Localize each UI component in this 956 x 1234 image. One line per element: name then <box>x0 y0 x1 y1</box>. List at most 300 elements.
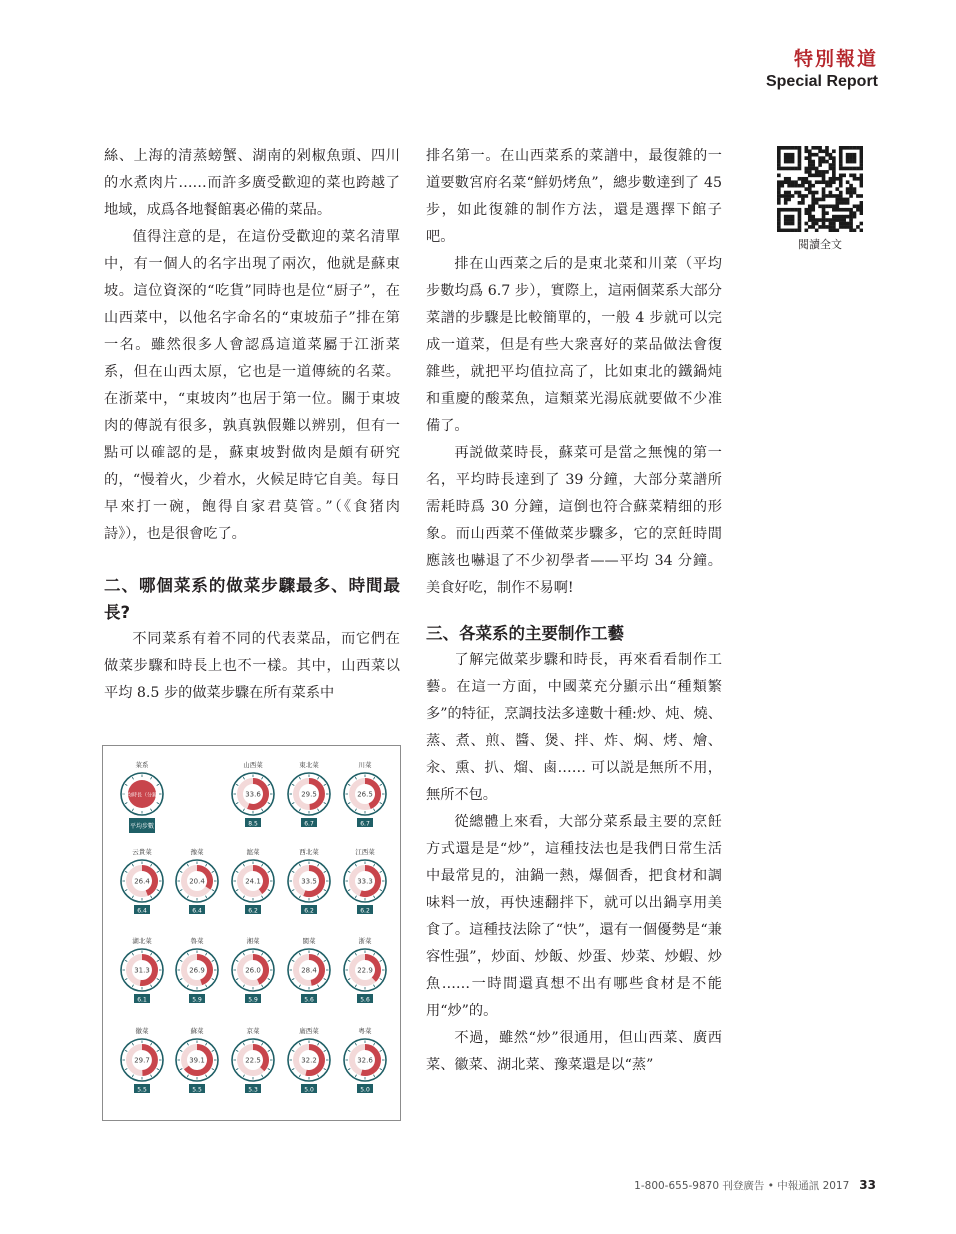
qr-module <box>801 194 805 198</box>
qr-module <box>784 218 788 222</box>
qr-module <box>777 184 781 188</box>
qr-module <box>853 156 857 160</box>
qr-module <box>839 163 843 167</box>
qr-module <box>791 180 795 184</box>
qr-module <box>822 180 826 184</box>
qr-module <box>780 146 784 150</box>
qr-module <box>777 153 781 157</box>
dial-label: 川菜 <box>358 761 372 769</box>
qr-module <box>860 194 863 198</box>
qr-module <box>808 208 812 212</box>
qr-module <box>784 180 788 184</box>
qr-module <box>849 167 853 171</box>
dial-steps-label: 5.5 <box>137 1086 147 1094</box>
qr-module <box>860 153 863 157</box>
dial-豫菜 <box>176 847 218 915</box>
qr-module <box>832 208 836 212</box>
qr-module <box>846 146 850 150</box>
qr-module <box>784 222 788 226</box>
dial-label: 豫菜 <box>190 848 204 856</box>
qr-module <box>839 149 843 153</box>
qr-module <box>839 153 843 157</box>
qr-module <box>794 146 798 150</box>
dial-山西菜 <box>232 760 274 828</box>
qr-module <box>791 160 795 164</box>
qr-module <box>846 180 850 184</box>
qr-module <box>805 177 809 181</box>
dial-steps-label: 6.7 <box>360 820 370 828</box>
qr-module <box>835 201 839 205</box>
dial-time-label: 26.9 <box>189 966 205 975</box>
qr-module <box>832 194 836 198</box>
qr-module <box>832 167 836 171</box>
qr-module <box>839 215 843 219</box>
qr-module <box>811 163 815 167</box>
dial-time-label: 22.5 <box>245 1056 261 1065</box>
qr-module <box>784 153 788 157</box>
qr-module <box>787 218 791 222</box>
qr-module <box>853 229 857 232</box>
qr-module <box>805 211 809 215</box>
qr-module <box>846 167 850 171</box>
section-heading-3: 三、各菜系的主要制作工藝 <box>426 624 624 643</box>
dial-time-label: 32.6 <box>357 1056 373 1065</box>
qr-module <box>815 198 819 202</box>
qr-module <box>822 225 826 229</box>
dial-steps-label: 6.4 <box>137 907 147 915</box>
qr-module <box>832 180 836 184</box>
qr-module <box>784 191 788 195</box>
qr-module <box>777 194 781 198</box>
qr-code-icon <box>777 146 863 232</box>
qr-module <box>853 167 857 171</box>
qr-module <box>808 156 812 160</box>
qr-module <box>818 146 822 150</box>
qr-module <box>794 180 798 184</box>
qr-module <box>798 153 802 157</box>
qr-module <box>822 194 826 198</box>
qr-module <box>842 208 846 212</box>
dial-浙菜 <box>344 936 386 1004</box>
qr-module <box>808 218 812 222</box>
qr-module <box>849 187 853 191</box>
qr-module <box>849 208 853 212</box>
right-paragraph-1: 排名第一。在山西菜系的菜譜中，最復雜的一道要數宮府名菜“鮮奶烤魚”，總步數達到了 45 步，如此復雜的制作方法，還是選擇下館子吧。 <box>426 148 722 245</box>
dial-label: 京菜 <box>246 1027 260 1035</box>
qr-module <box>822 170 826 174</box>
qr-module <box>842 146 846 150</box>
qr-module <box>815 174 819 178</box>
qr-module <box>856 146 860 150</box>
dial-steps-label: 6.1 <box>137 996 147 1004</box>
qr-module <box>822 187 826 191</box>
qr-module <box>794 184 798 188</box>
qr-module <box>842 222 846 226</box>
qr-module <box>780 167 784 171</box>
dial-label: 滬菜 <box>246 848 260 856</box>
qr-module <box>784 156 788 160</box>
qr-module <box>777 198 781 202</box>
qr-module <box>839 180 843 184</box>
qr-module <box>860 204 863 208</box>
qr-module <box>777 187 781 191</box>
qr-module <box>811 146 815 150</box>
qr-module <box>825 194 829 198</box>
qr-module <box>839 146 843 150</box>
qr-module <box>849 222 853 226</box>
dial-time-label: 33.3 <box>357 877 373 886</box>
qr-module <box>832 225 836 229</box>
qr-module <box>787 160 791 164</box>
qr-module <box>853 160 857 164</box>
dial-label: 湘菜 <box>246 937 260 945</box>
qr-module <box>825 149 829 153</box>
qr-module <box>784 208 788 212</box>
qr-module <box>798 225 802 229</box>
qr-module <box>818 174 822 178</box>
qr-module <box>818 218 822 222</box>
dial-云貴菜 <box>121 847 163 915</box>
qr-module <box>818 149 822 153</box>
qr-module <box>846 187 850 191</box>
left-paragraph-2: 值得注意的是，在這份受歡迎的菜名清單中，有一個人的名字出現了兩次，他就是蘇東坡。這位資深的“吃貨”同時也是位“厨子”，在山西菜中，以他名字命名的“東坡茄子”排在第一名。雖然很多人會認爲這道菜屬于江浙菜系，但在山西太原，它也是一道傳統的名菜。在浙菜中，“東坡肉”也居于第一位。關于東坡肉的傳説有很多，孰真孰假難以辨别，但有一點可以確認的是，蘇東坡對做肉是頗有研究的，“慢着火，少着水，火候足時它自美。每日早來打一碗，飽得自家君莫管。”（《食猪肉詩》），也是很會吃了。 <box>104 229 400 542</box>
qr-module <box>839 177 843 181</box>
qr-module <box>835 177 839 181</box>
qr-module <box>829 184 833 188</box>
qr-module <box>839 208 843 212</box>
qr-module <box>832 229 836 232</box>
qr-module <box>794 191 798 195</box>
dial-label: 徽菜 <box>135 1027 149 1035</box>
right-paragraph-5: 從總體上來看，大部分菜系最主要的烹飪方式還是是“炒”，這種技法也是我們日常生活中最常見的，油鍋一熱，爆個香，把食材和調味料一放，再快速翻拌下，就可以出鍋享用美食了。這種技法除了“快”，還有一個優勢是“兼容性强”，炒面、炒飯、炒蛋、炒菜、炒蝦、炒魚……一時間還真想不出有哪些食材是不能用“炒”的。 <box>426 814 722 1019</box>
qr-module <box>808 180 812 184</box>
dial-steps-label: 5.9 <box>192 996 202 1004</box>
qr-module <box>780 180 784 184</box>
qr-module <box>832 222 836 226</box>
qr-module <box>798 218 802 222</box>
qr-module <box>856 204 860 208</box>
qr-module <box>815 167 819 171</box>
qr-module <box>784 229 788 232</box>
dial-steps-label: 8.5 <box>248 820 258 828</box>
dial-time-label: 26.0 <box>245 966 261 975</box>
qr-module <box>787 153 791 157</box>
qr-module <box>784 177 788 181</box>
qr-module <box>849 153 853 157</box>
qr-module <box>856 208 860 212</box>
dial-徽菜 <box>121 1026 163 1094</box>
qr-module <box>791 215 795 219</box>
qr-module <box>801 201 805 205</box>
qr-module <box>801 184 805 188</box>
dial-label: 魯菜 <box>190 937 204 945</box>
qr-module <box>808 211 812 215</box>
footer-info: 1-800-655-9870 刊登廣告 • 中報通訊 2017 <box>634 1180 850 1192</box>
qr-module <box>846 201 850 205</box>
qr-module <box>860 163 863 167</box>
qr-module <box>860 208 863 212</box>
qr-module <box>842 215 846 219</box>
qr-module <box>805 149 809 153</box>
qr-module <box>860 177 863 181</box>
qr-module <box>860 174 863 178</box>
qr-module <box>839 156 843 160</box>
qr-module <box>853 177 857 181</box>
dial-time-label: 24.1 <box>245 877 261 886</box>
left-column <box>104 143 400 707</box>
dial-label: 廣西菜 <box>299 1027 319 1035</box>
qr-module <box>777 191 781 195</box>
qr-module <box>849 146 853 150</box>
dial-label: 山西菜 <box>243 761 263 769</box>
dial-time-label: 22.9 <box>357 966 373 975</box>
qr-module <box>849 156 853 160</box>
qr-module <box>818 163 822 167</box>
qr-module <box>849 184 853 188</box>
dial-steps-label: 5.0 <box>360 1086 370 1094</box>
qr-module <box>853 146 857 150</box>
qr-module <box>777 167 781 171</box>
qr-module <box>829 180 833 184</box>
qr-module <box>822 211 826 215</box>
qr-module <box>777 160 781 164</box>
qr-module <box>849 225 853 229</box>
qr-module <box>860 146 863 150</box>
dial-label: 江西菜 <box>355 848 375 856</box>
qr-module <box>798 208 802 212</box>
dial-魯菜 <box>176 936 218 1004</box>
qr-module <box>815 229 819 232</box>
qr-module <box>822 215 826 219</box>
dial-京菜 <box>232 1026 274 1094</box>
qr-module <box>787 215 791 219</box>
dial-time-label: 29.5 <box>301 790 317 799</box>
qr-module <box>822 198 826 202</box>
qr-module <box>860 149 863 153</box>
qr-module <box>777 215 781 219</box>
qr-module <box>777 146 781 150</box>
qr-module <box>811 198 815 202</box>
cuisine-dial-chart <box>102 745 401 1121</box>
qr-module <box>791 167 795 171</box>
qr-code[interactable] <box>777 146 863 232</box>
qr-module <box>856 177 860 181</box>
qr-module <box>818 160 822 164</box>
qr-module <box>860 211 863 215</box>
qr-module <box>798 222 802 226</box>
dial-steps-label: 6.2 <box>360 907 370 915</box>
dial-label: 西北菜 <box>299 848 319 856</box>
qr-module <box>777 149 781 153</box>
qr-module <box>839 201 843 205</box>
qr-module <box>798 211 802 215</box>
qr-module <box>791 208 795 212</box>
qr-module <box>791 156 795 160</box>
legend-label: 菜系 <box>135 761 149 769</box>
qr-module <box>829 222 833 226</box>
qr-module <box>860 229 863 232</box>
qr-module <box>805 180 809 184</box>
qr-module <box>825 180 829 184</box>
qr-module <box>856 225 860 229</box>
qr-module <box>815 170 819 174</box>
qr-module <box>832 149 836 153</box>
legend-bottom-label: 平均步數 <box>129 823 155 830</box>
qr-module <box>822 218 826 222</box>
qr-module <box>835 218 839 222</box>
qr-module <box>842 218 846 222</box>
qr-module <box>832 177 836 181</box>
qr-module <box>798 194 802 198</box>
qr-module <box>853 187 857 191</box>
qr-module <box>822 204 826 208</box>
qr-module <box>805 170 809 174</box>
qr-module <box>860 156 863 160</box>
dial-steps-label: 6.7 <box>304 820 314 828</box>
right-paragraph-6: 不過，雖然“炒”很通用，但山西菜、廣西菜、徽菜、湖北菜、豫菜還是以“蒸” <box>426 1030 722 1073</box>
qr-module <box>811 160 815 164</box>
qr-module <box>787 229 791 232</box>
qr-module <box>846 208 850 212</box>
qr-module <box>860 180 863 184</box>
qr-module <box>787 191 791 195</box>
qr-module <box>811 225 815 229</box>
qr-module <box>849 218 853 222</box>
qr-module <box>839 194 843 198</box>
qr-module <box>808 191 812 195</box>
right-paragraph-4: 了解完做菜步驟和時長，再來看看制作工藝。在這一方面，中國菜充分顯示出“種類繁多”的特征，烹調技法多達數十種:炒、炖、燒、蒸、煮、煎、醬、煲、拌、炸、焖、烤、燴、汆、熏、扒、熘、鹵…… 可以説是無所不用，無所不包。 <box>426 652 722 803</box>
qr-module <box>801 180 805 184</box>
qr-module <box>822 149 826 153</box>
qr-module <box>787 177 791 181</box>
qr-module <box>835 204 839 208</box>
dial-滬菜 <box>232 847 274 915</box>
qr-module <box>805 194 809 198</box>
qr-module <box>835 187 839 191</box>
qr-module <box>825 146 829 150</box>
qr-module <box>791 153 795 157</box>
qr-module <box>787 146 791 150</box>
qr-module <box>815 201 819 205</box>
qr-module <box>853 215 857 219</box>
qr-module <box>777 229 781 232</box>
qr-module <box>798 156 802 160</box>
qr-module <box>829 218 833 222</box>
dial-steps-label: 6.2 <box>248 907 258 915</box>
qr-module <box>853 204 857 208</box>
right-paragraph-2: 排在山西菜之后的是東北菜和川菜（平均步數均爲 6.7 步），實際上，這兩個菜系大部分菜譜的步驟是比較簡單的，一般 4 步就可以完成一道菜，但是有些大衆喜好的菜品做法會復雜些，就把平均值拉高了，比如東北的鐵鍋炖和重慶的酸菜魚，這類菜光湯底就要做不少准備了。 <box>426 256 722 434</box>
qr-module <box>829 163 833 167</box>
qr-module <box>856 167 860 171</box>
qr-module <box>829 156 833 160</box>
qr-module <box>777 225 781 229</box>
qr-module <box>791 222 795 226</box>
qr-module <box>856 194 860 198</box>
qr-module <box>835 198 839 202</box>
qr-module <box>832 163 836 167</box>
qr-module <box>846 156 850 160</box>
qr-module <box>784 146 788 150</box>
qr-module <box>832 215 836 219</box>
qr-module <box>842 201 846 205</box>
qr-module <box>829 229 833 232</box>
qr-module <box>849 191 853 195</box>
dial-steps-label: 6.2 <box>304 907 314 915</box>
qr-module <box>822 174 826 178</box>
qr-module <box>825 211 829 215</box>
qr-module <box>842 198 846 202</box>
qr-module <box>777 163 781 167</box>
qr-module <box>808 170 812 174</box>
qr-module <box>849 215 853 219</box>
dial-steps-label: 5.3 <box>248 1086 258 1094</box>
qr-module <box>777 156 781 160</box>
qr-module <box>808 149 812 153</box>
qr-module <box>839 191 843 195</box>
qr-module <box>822 208 826 212</box>
qr-module <box>808 163 812 167</box>
qr-module <box>849 194 853 198</box>
page-number: 33 <box>859 1178 876 1192</box>
qr-module <box>846 215 850 219</box>
dial-steps-label: 5.9 <box>248 996 258 1004</box>
section-title-en: Special Report <box>765 73 878 90</box>
qr-module <box>829 225 833 229</box>
qr-module <box>860 201 863 205</box>
qr-module <box>849 229 853 232</box>
qr-module <box>787 194 791 198</box>
qr-module <box>815 218 819 222</box>
qr-module <box>784 194 788 198</box>
dial-湘菜 <box>232 936 274 1004</box>
page-footer <box>634 1178 876 1193</box>
qr-module <box>829 204 833 208</box>
qr-module <box>860 222 863 226</box>
dial-time-label: 29.7 <box>134 1056 150 1065</box>
left-paragraph-1: 絲、上海的清蒸螃蟹、湖南的剁椒魚頭、四川的水煮肉片……而許多廣受歡迎的菜也跨越了地域，成爲各地餐館裏必備的菜品。 <box>104 148 400 218</box>
qr-module <box>805 187 809 191</box>
qr-module <box>798 177 802 181</box>
qr-module <box>798 146 802 150</box>
qr-module <box>787 198 791 202</box>
qr-module <box>849 174 853 178</box>
qr-module <box>811 208 815 212</box>
qr-module <box>777 180 781 184</box>
qr-module <box>805 146 809 150</box>
qr-module <box>815 146 819 150</box>
qr-module <box>818 170 822 174</box>
qr-module <box>787 156 791 160</box>
dial-steps-label: 5.0 <box>304 1086 314 1094</box>
qr-module <box>798 201 802 205</box>
qr-module <box>835 208 839 212</box>
qr-module <box>811 167 815 171</box>
dial-粤菜 <box>344 1026 386 1094</box>
qr-module <box>780 194 784 198</box>
dial-time-label: 33.6 <box>245 790 261 799</box>
dial-label: 東北菜 <box>299 761 319 769</box>
qr-module <box>787 180 791 184</box>
qr-module <box>780 184 784 188</box>
qr-module <box>860 160 863 164</box>
qr-module <box>818 156 822 160</box>
qr-module <box>829 153 833 157</box>
qr-module <box>846 191 850 195</box>
qr-module <box>846 198 850 202</box>
qr-module <box>801 198 805 202</box>
qr-module <box>811 215 815 219</box>
qr-module <box>839 198 843 202</box>
